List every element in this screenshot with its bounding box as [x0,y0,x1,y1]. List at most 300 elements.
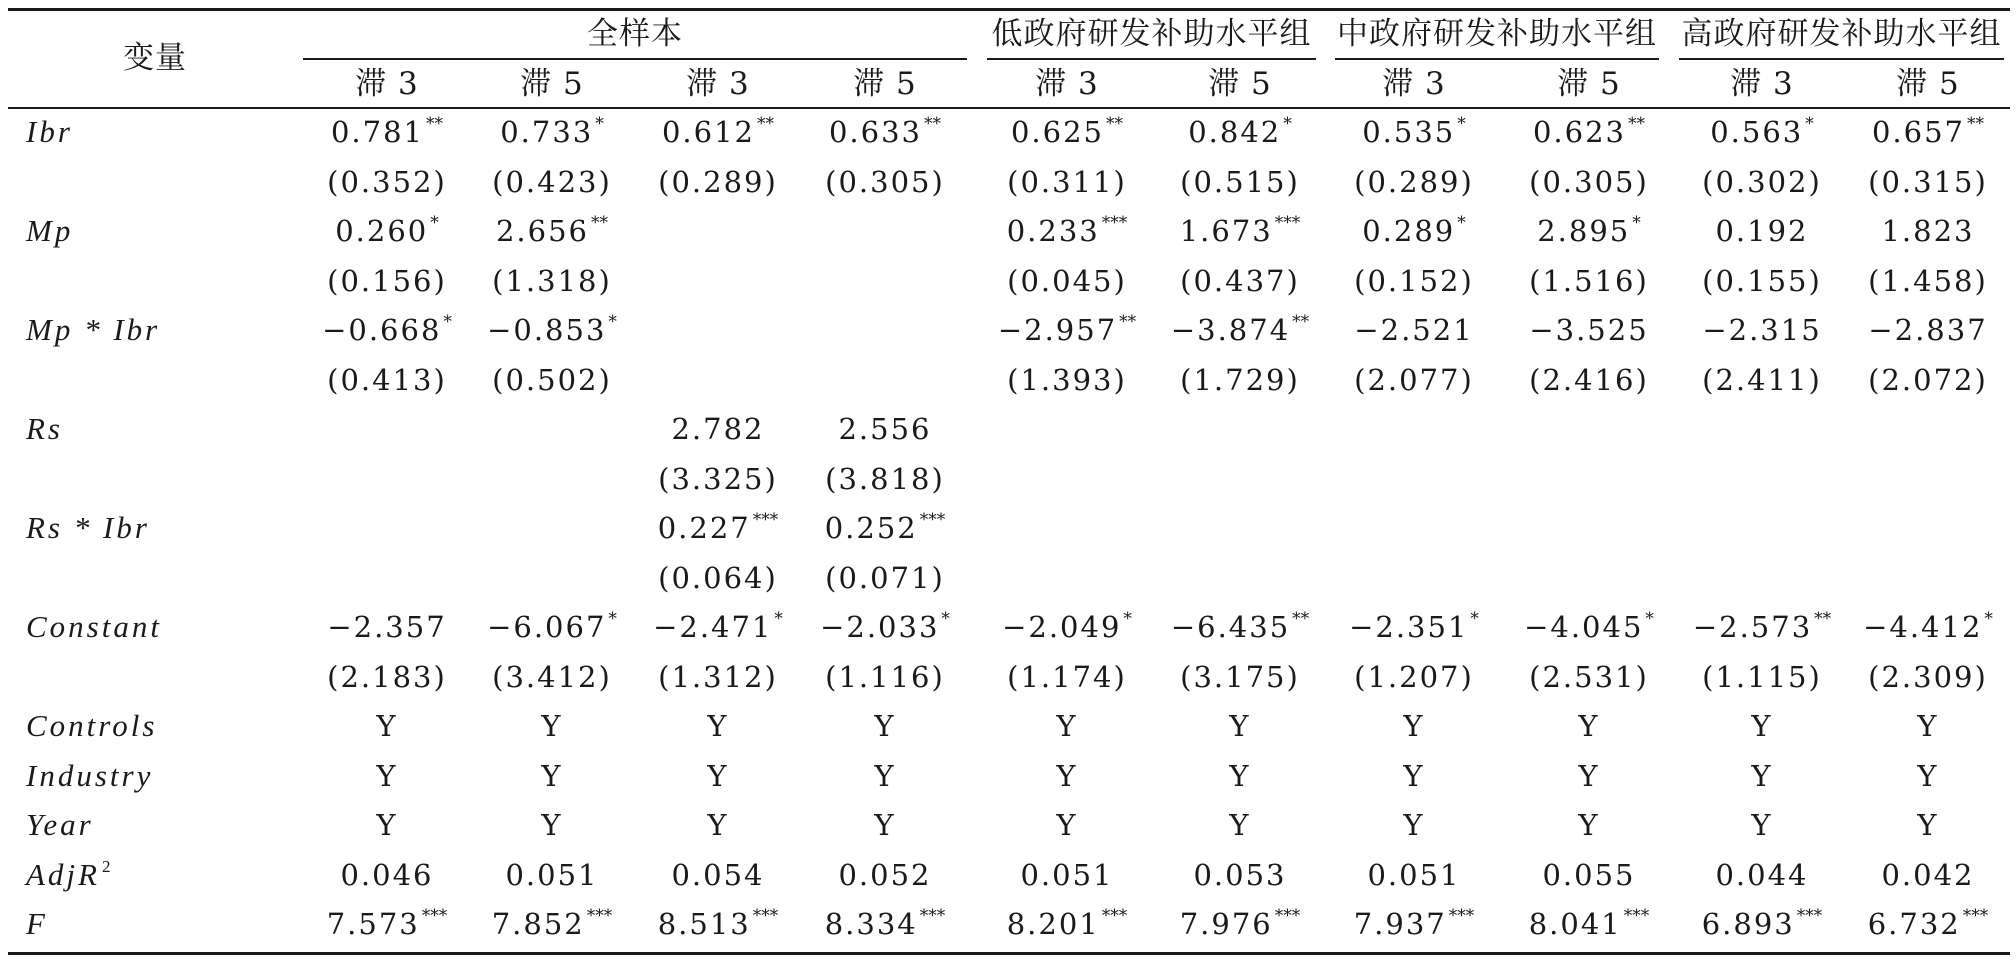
significance-stars: ** [1119,312,1137,332]
significance-stars: *** [1962,906,1989,926]
coef-cell [1329,756,1499,796]
row-label-text: Year [26,807,94,842]
group-header: 全样本 [587,16,683,52]
se-cell: (1.174) [1007,659,1127,694]
coef-cell [982,211,1152,256]
coef-value: −2.957 [997,313,1118,347]
se-cell: (0.311) [1007,164,1127,199]
coef-value: −3.525 [1529,313,1649,347]
coef-value: 8.513 [657,907,751,941]
coef-cell [1155,211,1325,256]
coef-cell [1329,607,1499,652]
se-cell: (2.077) [1354,362,1474,397]
significance-stars: ** [1292,609,1310,629]
se-cell: (0.305) [1529,164,1649,199]
coef-value: 0.633 [828,115,923,149]
row-label-text: F [26,906,48,941]
coef-cell [1155,706,1325,746]
significance-stars: *** [1101,213,1128,233]
coef-value: Y [707,758,729,793]
coef-value: 0.289 [1362,214,1456,248]
coef-value: Y [1229,709,1251,743]
se-cell: (0.413) [327,362,447,397]
coef-cell [982,756,1152,796]
row-label-text: Mp * Ibr [26,312,161,347]
se-cell: (0.045) [1007,263,1127,298]
significance-stars: * [608,312,617,332]
coef-value: Y [1917,709,1939,743]
coef-cell [1504,756,1674,796]
row-label [26,409,63,449]
significance-stars: ** [757,114,775,134]
significance-stars: * [1283,114,1292,134]
significance-stars: *** [1101,906,1128,926]
coef-value: −6.435 [1170,610,1291,644]
significance-stars: *** [752,510,779,530]
coef-value: 0.260 [335,214,429,248]
coef-value: 0.044 [1715,857,1809,892]
row-label [26,805,94,845]
coef-value: 0.053 [1193,857,1287,892]
coef-value: Y [1403,808,1425,842]
coef-cell [1504,805,1674,845]
coef-value: −0.668 [322,313,442,347]
row-label-text: Mp [26,213,74,248]
coef-cell [467,607,637,652]
coef-cell [1329,211,1499,256]
coef-value: Y [376,709,398,743]
coef-value: −2.049 [1002,610,1122,644]
se-cell: (1.116) [825,659,945,694]
coef-cell [1504,112,1674,157]
row-label-text: Rs * Ibr [26,510,150,545]
coef-value: 6.732 [1867,907,1961,941]
coef-value: 8.041 [1528,907,1622,941]
row-label [26,706,157,746]
coef-value: −2.357 [327,610,447,644]
coef-value: 2.556 [838,412,932,446]
coef-value: 1.823 [1881,214,1975,248]
se-cell: (0.305) [825,164,945,199]
coef-value: −6.067 [487,610,607,644]
coef-value: −2.033 [820,610,940,644]
coef-value: 0.052 [838,857,932,892]
se-cell: (0.071) [825,560,945,595]
coef-cell [1155,310,1325,355]
significance-stars: ** [426,114,444,134]
coef-cell [633,855,803,895]
significance-stars: *** [1274,213,1301,233]
row-label [26,607,162,647]
lag-header: 滞 3 [686,66,750,102]
coef-cell [1843,756,2013,796]
row-label-text: AdjR [26,856,100,892]
significance-stars: ** [1106,114,1124,134]
coef-value: 0.227 [657,511,751,545]
coef-value: −2.471 [653,610,773,644]
coef-value: 0.192 [1715,214,1809,248]
coef-value: 0.535 [1362,115,1456,149]
coef-cell [1329,855,1499,895]
coef-cell [633,756,803,796]
coef-value: Y [1578,758,1600,793]
coef-cell [982,112,1152,157]
coef-value: −2.573 [1692,610,1813,644]
coef-cell [302,211,472,256]
coef-cell [1155,607,1325,652]
significance-stars: ** [591,213,609,233]
coef-cell [302,855,472,895]
significance-stars: * [1123,609,1132,629]
coef-cell [467,756,637,796]
coef-cell [1843,904,2013,949]
coef-value: −0.853 [487,313,607,347]
coef-value: 7.976 [1179,907,1273,941]
regression-table [6,8,2010,954]
coef-cell [1504,706,1674,746]
coef-value: Y [541,758,563,793]
coef-value: −4.045 [1524,610,1644,644]
significance-stars: ** [1967,114,1985,134]
coef-value: Y [1917,758,1939,793]
lag-header: 滞 5 [520,66,584,102]
coef-cell [1504,310,1674,350]
coef-cell [1843,310,2013,350]
se-cell: (0.155) [1702,263,1822,298]
significance-stars: * [941,609,950,629]
coef-cell [1155,855,1325,895]
significance-stars: * [1984,609,1993,629]
coef-value: 0.051 [505,857,599,892]
coef-value: Y [1578,709,1600,743]
coef-cell [302,706,472,746]
se-cell: (3.412) [492,659,612,694]
coef-cell [1329,904,1499,949]
coef-value: Y [707,709,729,743]
se-cell: (1.312) [658,659,778,694]
se-cell: (1.516) [1529,263,1649,298]
row-label [26,508,150,548]
lag-header: 滞 3 [1382,66,1446,102]
se-cell: (2.309) [1868,659,1988,694]
coef-cell [1677,211,1847,251]
significance-stars: *** [919,906,946,926]
coef-cell [1155,904,1325,949]
coef-value: 0.233 [1006,214,1100,248]
se-cell: (2.531) [1529,659,1649,694]
coef-cell [633,508,803,553]
coef-value: −4.412 [1863,610,1983,644]
coef-value: 0.781 [330,115,425,149]
significance-stars: ** [924,114,942,134]
group-underline [1335,58,1659,60]
coef-value: 0.051 [1020,857,1114,892]
lag-header: 滞 5 [1208,66,1272,102]
se-cell: (2.411) [1702,362,1822,397]
coef-cell [633,409,803,449]
coef-cell [982,607,1152,652]
group-underline [1679,58,2004,60]
coef-value: Y [1056,709,1078,743]
coef-value: 7.937 [1353,907,1447,941]
significance-stars: *** [919,510,946,530]
significance-stars: * [430,213,439,233]
significance-stars: ** [1292,312,1310,332]
significance-stars: * [774,609,783,629]
se-cell: (3.175) [1180,659,1300,694]
coef-cell [1677,607,1847,652]
coef-cell [302,607,472,647]
variable-header: 变量 [123,40,187,76]
significance-stars: * [1632,213,1641,233]
coef-cell [1677,706,1847,746]
coef-value: 8.201 [1006,907,1100,941]
coef-cell [1677,805,1847,845]
se-cell: (2.072) [1868,362,1988,397]
coef-cell [1677,904,1847,949]
se-cell: (0.423) [492,164,612,199]
significance-stars: * [1805,114,1814,134]
significance-stars: * [1470,609,1479,629]
coef-value: −3.874 [1170,313,1291,347]
coef-cell [302,112,472,157]
coef-cell [633,112,803,157]
coef-value: 8.334 [824,907,918,941]
coef-cell [1843,855,2013,895]
coef-value: 2.895 [1537,214,1631,248]
coef-cell [1504,211,1674,256]
coef-cell [982,310,1152,355]
coef-value: Y [874,758,896,793]
coef-value: 0.054 [671,857,765,892]
bottom-rule [8,952,2010,955]
coef-value: Y [1056,758,1078,793]
se-cell: (0.502) [492,362,612,397]
coef-value: Y [1751,709,1773,743]
coef-cell [1329,112,1499,157]
coef-value: Y [1403,709,1425,743]
coef-value: Y [874,808,896,842]
row-label [26,904,48,944]
coef-value: Y [1578,808,1600,842]
coef-value: −2.315 [1702,313,1822,347]
se-cell: (0.437) [1180,263,1300,298]
coef-cell [302,756,472,796]
coef-value: 6.893 [1701,907,1795,941]
coef-value: Y [707,808,729,842]
coef-cell [467,706,637,746]
row-label-text: Ibr [26,114,73,149]
coef-value: −2.351 [1349,610,1469,644]
se-cell: (1.458) [1868,263,1988,298]
coef-cell [800,706,970,746]
coef-value: 2.656 [495,214,590,248]
row-label [26,112,73,152]
coef-cell [467,310,637,355]
row-label-text: Rs [26,411,63,446]
coef-value: 0.842 [1188,115,1282,149]
se-cell: (0.289) [1354,164,1474,199]
coef-value: Y [1917,808,1939,842]
significance-stars: *** [1448,906,1475,926]
coef-cell [1329,706,1499,746]
row-label [26,855,114,900]
lag-header: 滞 5 [1557,66,1621,102]
row-label-text: Constant [26,609,162,644]
lag-header: 滞 3 [1035,66,1099,102]
row-label-text: Industry [26,757,154,793]
coef-cell [800,409,970,449]
coef-cell [800,607,970,652]
se-cell: (1.115) [1702,659,1822,694]
coef-value: 0.733 [500,115,594,149]
significance-stars: * [1645,609,1654,629]
se-cell: (2.416) [1529,362,1649,397]
se-cell: (1.318) [492,263,612,298]
coef-value: 0.625 [1010,115,1105,149]
coef-value: 1.673 [1179,214,1273,248]
coef-cell [633,706,803,746]
significance-stars: *** [752,906,779,926]
coef-cell [467,904,637,949]
header-bottom-rule [8,107,2010,109]
group-header: 低政府研发补助水平组 [991,16,1312,52]
se-cell: (1.729) [1180,362,1300,397]
se-cell: (0.352) [327,164,447,199]
coef-value: Y [1403,758,1425,793]
coef-value: Y [376,808,398,842]
coef-value: 0.657 [1871,115,1966,149]
coef-cell [800,508,970,553]
coef-cell [800,805,970,845]
lag-header: 滞 5 [1896,66,1960,102]
se-cell: (0.302) [1702,164,1822,199]
coef-cell [800,904,970,949]
coef-value: Y [541,808,563,842]
coef-cell [800,855,970,895]
significance-stars: ** [1628,114,1646,134]
coef-cell [1677,855,1847,895]
coef-value: 0.623 [1532,115,1627,149]
coef-value: 0.055 [1542,857,1636,892]
coef-cell [467,805,637,845]
significance-stars: *** [1623,906,1650,926]
coef-cell [1155,112,1325,157]
se-cell: (0.064) [658,560,778,595]
coef-cell [467,112,637,157]
coef-cell [1843,607,2013,652]
se-cell: (2.183) [327,659,447,694]
coef-cell [800,756,970,796]
row-label [26,756,153,796]
coef-cell [1504,855,1674,895]
coef-cell [633,607,803,652]
se-cell: (3.325) [658,461,778,496]
coef-value: 0.252 [824,511,918,545]
coef-cell [1677,112,1847,157]
row-label-superscript: 2 [102,856,114,876]
coef-cell [800,112,970,157]
coef-cell [982,805,1152,845]
group-underline [987,58,1316,60]
coef-value: −2.521 [1354,313,1474,347]
coef-cell [1843,805,2013,845]
coef-value: 0.042 [1881,857,1975,892]
significance-stars: * [595,114,604,134]
se-cell: (0.515) [1180,164,1300,199]
se-cell: (1.207) [1354,659,1474,694]
coef-cell [1329,310,1499,350]
top-rule [8,8,2010,11]
coef-cell [1843,706,2013,746]
coef-cell [1677,756,1847,796]
se-cell: (1.393) [1007,362,1127,397]
coef-value: 2.782 [671,412,765,446]
row-label [26,211,73,251]
significance-stars: ** [1814,609,1832,629]
coef-cell [302,904,472,949]
row-label [26,310,160,350]
significance-stars: * [608,609,617,629]
se-cell: (0.152) [1354,263,1474,298]
lag-header: 滞 3 [1730,66,1794,102]
coef-value: Y [1056,808,1078,842]
coef-value: −2.837 [1868,313,1988,347]
coef-value: Y [874,709,896,743]
coef-cell [633,904,803,949]
group-underline [303,58,967,60]
coef-cell [982,904,1152,949]
coef-value: 0.046 [340,857,434,892]
se-cell: (0.156) [327,263,447,298]
coef-value: Y [1751,808,1773,842]
significance-stars: * [1457,213,1466,233]
coef-cell [982,706,1152,746]
coef-value: 0.051 [1367,857,1461,892]
coef-cell [1504,607,1674,652]
coef-value: 0.612 [661,115,756,149]
coef-cell [302,805,472,845]
coef-cell [1843,211,2013,251]
coef-value: Y [1229,808,1251,842]
coef-cell [467,211,637,256]
row-label-text: Controls [26,708,158,743]
lag-header: 滞 3 [355,66,419,102]
se-cell: (3.818) [825,461,945,496]
coef-value: Y [541,709,563,743]
coef-value: Y [376,758,398,793]
coef-value: 7.573 [326,907,420,941]
coef-cell [1155,805,1325,845]
coef-cell [1155,756,1325,796]
significance-stars: *** [421,906,448,926]
coef-cell [1329,805,1499,845]
significance-stars: *** [1796,906,1823,926]
coef-value: 7.852 [491,907,585,941]
coef-value: Y [1751,758,1773,793]
se-cell: (0.315) [1868,164,1988,199]
significance-stars: * [1457,114,1466,134]
group-header: 高政府研发补助水平组 [1681,16,2002,52]
coef-cell [467,855,637,895]
coef-value: Y [1229,758,1251,793]
coef-cell [302,310,472,355]
coef-cell [1843,112,2013,157]
coef-value: 0.563 [1710,115,1804,149]
group-header: 中政府研发补助水平组 [1337,16,1657,52]
coef-cell [982,855,1152,895]
coef-cell [633,805,803,845]
